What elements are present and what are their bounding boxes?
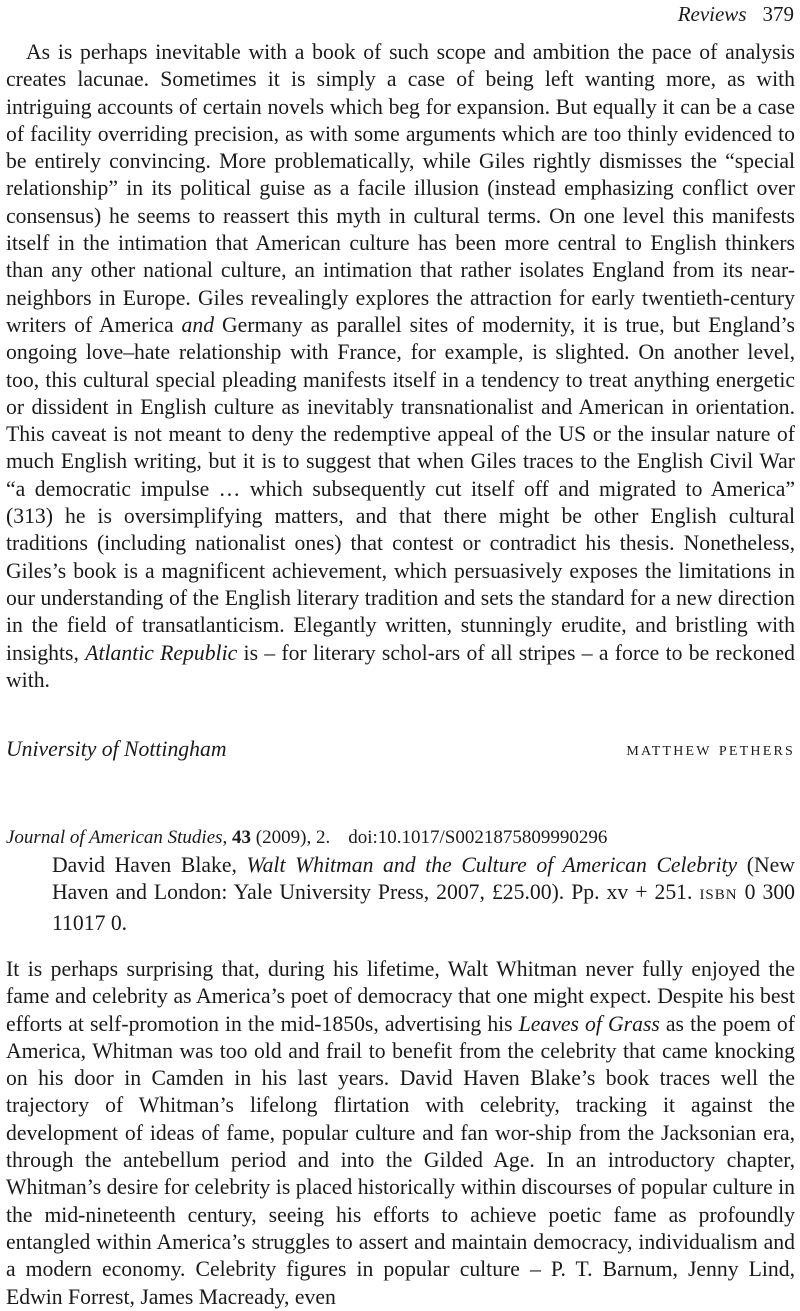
review-one-paragraph <box>6 39 795 694</box>
isbn-number: 0 300 11017 0. <box>52 880 796 935</box>
isbn-label: ISBN <box>699 887 738 904</box>
review-one-emphasis-and: and <box>181 312 215 337</box>
journal-year-issue: (2009), 2. <box>251 827 331 848</box>
citation-separator: , <box>222 827 233 848</box>
journal-volume: 43 <box>232 827 252 848</box>
review-one-text-2: Germany as parallel sites of modernity, it is true, but England’s ongoing love–hate relationship with France, for example, is slighted. On another level, too, this cultural special pleading manifests itself in a tendency to treat anything energetic or dissident in English culture as inevitably transnationalist and American in orientation. This caveat is not meant to deny the redemptive appeal of the US or the insular nature of much English writing, but it is to suggest that when Giles traces to the English Civil War “a democratic impulse … which subsequently cut itself off and migrated to America” (313) he is oversimplifying matters, and that there might be other English cultural traditions (including nationalist ones) that contest or contradict his thesis. Nonetheless, Giles’s book is a magnificent achievement, which persuasively exposes the limitations in our understanding of the English literary tradition and sets the standard for a new direction in the field of transatlanticism. Elegantly written, stunningly erudite, and bristling with insights, <box>6 312 795 665</box>
running-head-section: Reviews <box>677 2 747 26</box>
review-two-text-1: It is perhaps surprising that, during his lifetime, Walt Whitman never fully enjoyed the fame and celebrity as America’s poet of democracy that one might expect. Despite his best efforts at self-promotion in the mid-1850s, advertising his <box>6 957 795 1036</box>
book-author: David Haven Blake, <box>52 853 247 877</box>
book-publication: (New Haven and London: Yale University Press, 2007, £25.00). Pp. xv + 251. <box>52 853 795 905</box>
review-one-signoff <box>6 734 795 764</box>
review-one-text-1: As is perhaps inevitable with a book of such scope and ambition the pace of analysis creates lacunae. Sometimes it is simply a case of being left wanting more, as with intriguing accounts of certain novels which beg for expansion. But equally it can be a case of facility overriding precision, as with some arguments which are too thinly evidenced to be entirely convincing. More problematically, while Giles rightly dismisses the “special relationship” in its political guise as a facile illusion (instead emphasizing conflict over consensus) he seems to reassert this myth in cultural terms. On one level this manifests itself in the intimation that American culture has been more central to English thinkers than any other national culture, an intimation that rather isolates England from its near-neighbors in Europe. Giles revealingly explores the attraction for early twentieth-century writers of America <box>6 40 795 337</box>
book-title: Walt Whitman and the Culture of American Celebrity <box>246 853 738 877</box>
reviewer-name: matthew pethers <box>626 738 795 760</box>
review-two-paragraph <box>6 956 795 1311</box>
review-two-citation <box>6 826 795 850</box>
doi-link[interactable]: doi:10.1017/S0021875809990296 <box>348 827 608 848</box>
review-one-text-3: is – for literary schol-ars of all stripes – a force to be reckoned with. <box>6 640 795 692</box>
journal-title: Journal of American Studies <box>6 827 223 848</box>
review-two-text-2: as the poem of America, Whitman was too old and frail to benefit from the celebrity that came knocking on his door in Camden in his last years. David Haven Blake’s book traces well the trajectory of Whitman’s lifelong flirtation with celebrity, tracking it against the development of ideas of fame, popular culture and fan wor-ship from the Jacksonian era, through the antebellum period and into the Gilded Age. In an introductory chapter, Whitman’s desire for celebrity is placed historically within discourses of popular culture in the mid-nineteenth century, seeing his efforts to achieve poetic fame as profoundly entangled within America’s struggles to assert and maintain democracy, individualism and a modern economy. Celebrity figures in popular culture – P. T. Barnum, Jenny Lind, Edwin Forrest, James Macready, even <box>6 1011 795 1309</box>
reviewed-book-entry <box>52 852 795 937</box>
reviewer-affiliation: University of Nottingham <box>6 737 227 761</box>
page-number: 379 <box>762 2 794 26</box>
running-head <box>678 0 794 28</box>
book-title-leaves-of-grass: Leaves of Grass <box>518 1011 660 1036</box>
book-title-atlantic-republic: Atlantic Republic <box>85 640 238 665</box>
